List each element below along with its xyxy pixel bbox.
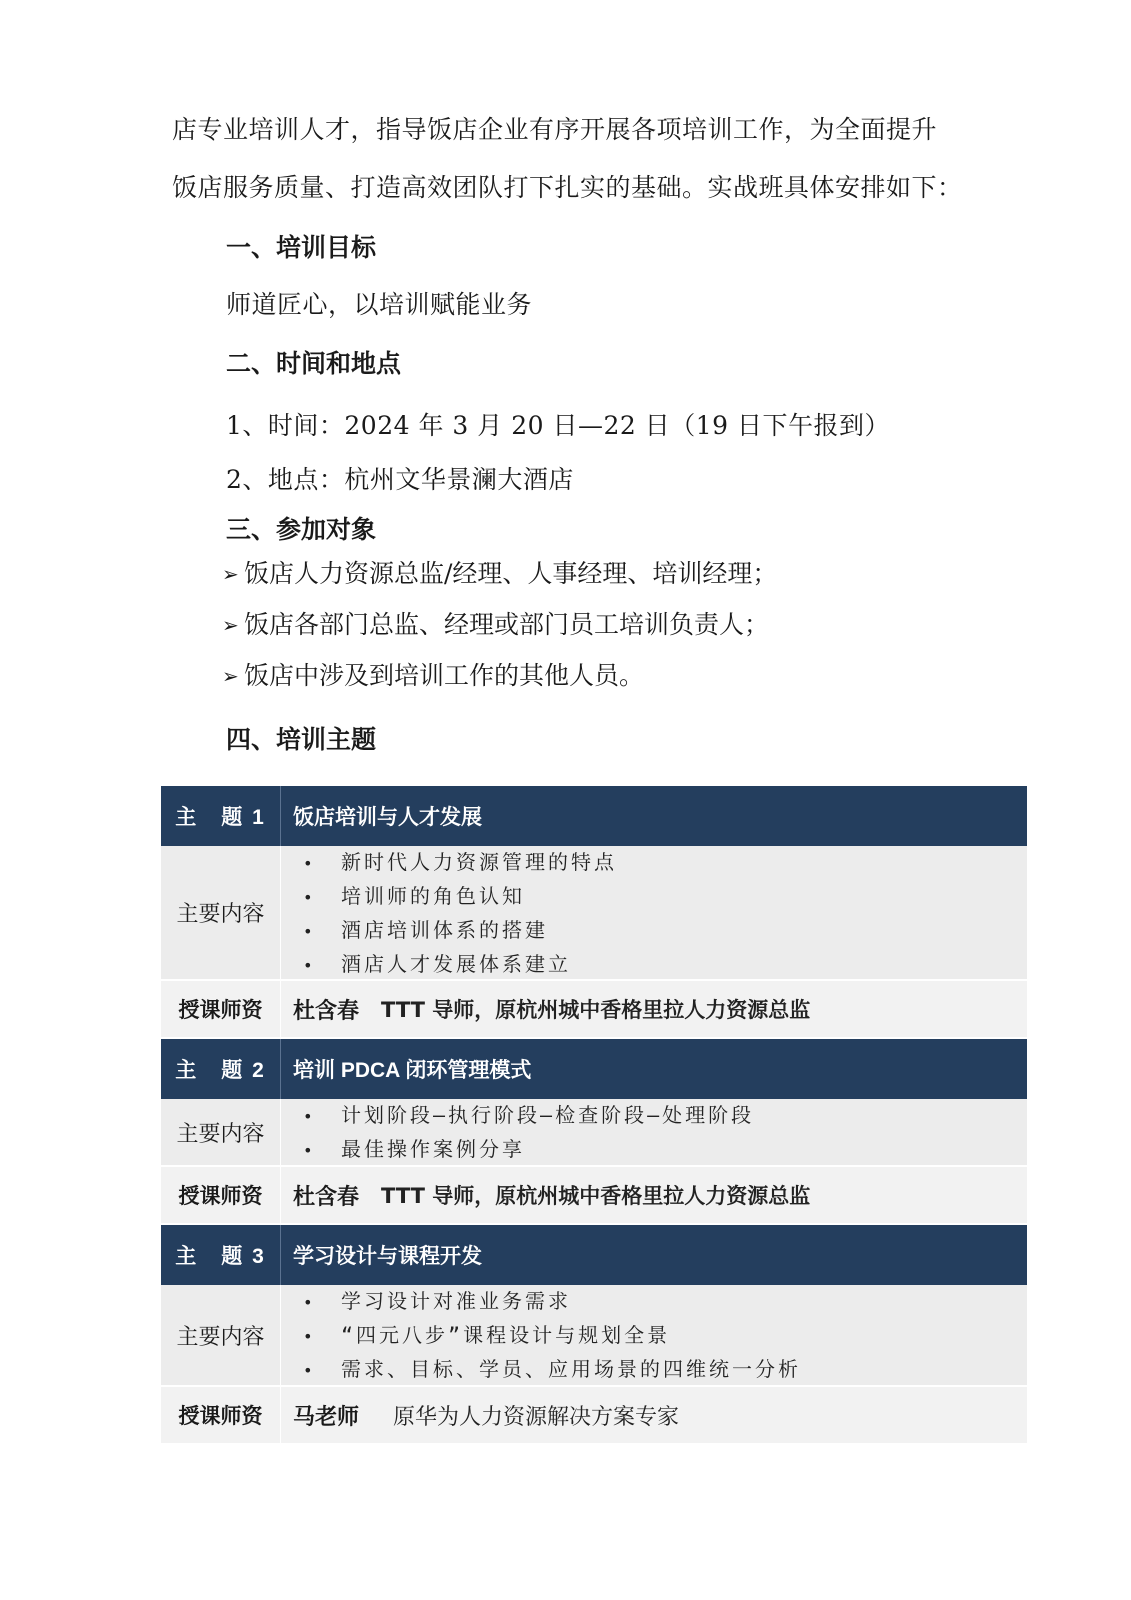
topic-title: 培训 PDCA 闭环管理模式 [293,1059,532,1082]
list-item: • 学习设计对准业务需求 [293,1284,801,1318]
list-item: • 酒店培训体系的搭建 [293,913,617,947]
bullet-icon: • [303,1293,313,1312]
bullet-icon: • [303,853,313,873]
list-item: • 计划阶段—执行阶段—检查阶段—处理阶段 [293,1098,754,1132]
list-item: • 最佳操作案例分享 [293,1132,754,1166]
bullet-icon: • [303,921,313,941]
intro-line-1: 店专业培训人才，指导饭店企业有序开展各项培训工作，为全面提升 [172,115,938,144]
arrow-bullet-icon: ➢ [222,562,239,586]
topic-content-row [161,1285,1027,1387]
topics-table [161,786,1027,1445]
arrow-bullet-icon: ➢ [222,664,239,688]
content-label: 主要内容 [161,846,281,979]
place-line: 2、地点：杭州文华景澜大酒店 [226,465,574,494]
bullet-icon: • [303,1361,313,1380]
teacher-label: 授课师资 [161,1167,281,1223]
topic-number: 主 题 3 [161,1225,281,1285]
bullet-icon: • [303,1107,313,1126]
teacher-row [161,1387,1027,1445]
content-label: 主要内容 [161,1099,281,1165]
section-1-text: 师道匠心，以培训赋能业务 [226,290,533,319]
list-item: • “四元八步”课程设计与规划全景 [293,1318,801,1352]
content-list [293,1284,801,1386]
topic-header-row [161,786,1027,846]
topic-content-row [161,846,1027,981]
teacher-name: 杜含春 [293,997,360,1024]
section-1-heading: 一、培训目标 [226,233,377,262]
teacher-description: TTT 导师，原杭州城中香格里拉人力资源总监 [381,998,811,1022]
teacher-label: 授课师资 [161,1387,281,1443]
bullet-icon: • [303,1327,313,1346]
topic-title: 学习设计与课程开发 [293,1245,482,1268]
audience-item: ➢ 饭店各部门总监、经理或部门员工培训负责人； [222,607,769,643]
bullet-icon: • [303,955,313,975]
content-label: 主要内容 [161,1285,281,1385]
section-2-heading: 二、时间和地点 [226,349,402,378]
topic-title: 饭店培训与人才发展 [293,806,482,829]
teacher-name: 马老师 [293,1403,360,1430]
content-list [293,1098,754,1166]
teacher-label: 授课师资 [161,981,281,1037]
arrow-bullet-icon: ➢ [222,613,239,637]
intro-line-2: 饭店服务质量、打造高效团队打下扎实的基础。实战班具体安排如下： [172,173,963,202]
time-line: 1、时间：2024 年 3 月 20 日—22 日（19 日下午报到） [226,411,890,440]
list-item: • 酒店人才发展体系建立 [293,947,617,981]
list-item: • 新时代人力资源管理的特点 [293,845,617,879]
topic-header-row [161,1225,1027,1285]
topic-number: 主 题 1 [161,786,281,846]
topic-header-row [161,1039,1027,1099]
list-item: • 需求、目标、学员、应用场景的四维统一分析 [293,1352,801,1386]
section-4-heading: 四、培训主题 [226,725,377,754]
bullet-icon: • [303,887,313,907]
topic-number: 主 题 2 [161,1039,281,1099]
list-item: • 培训师的角色认知 [293,879,617,913]
bullet-icon: • [303,1141,313,1160]
teacher-description: 原华为人力资源解决方案专家 [393,1404,680,1430]
content-list [293,845,617,981]
topic-content-row [161,1099,1027,1167]
teacher-name: 杜含春 [293,1183,360,1210]
teacher-description: TTT 导师，原杭州城中香格里拉人力资源总监 [381,1184,811,1208]
section-3-heading: 三、参加对象 [226,515,377,544]
audience-item: ➢ 饭店中涉及到培训工作的其他人员。 [222,658,644,694]
teacher-row [161,1167,1027,1225]
audience-item: ➢ 饭店人力资源总监/经理、人事经理、培训经理； [222,556,777,592]
teacher-row [161,981,1027,1039]
